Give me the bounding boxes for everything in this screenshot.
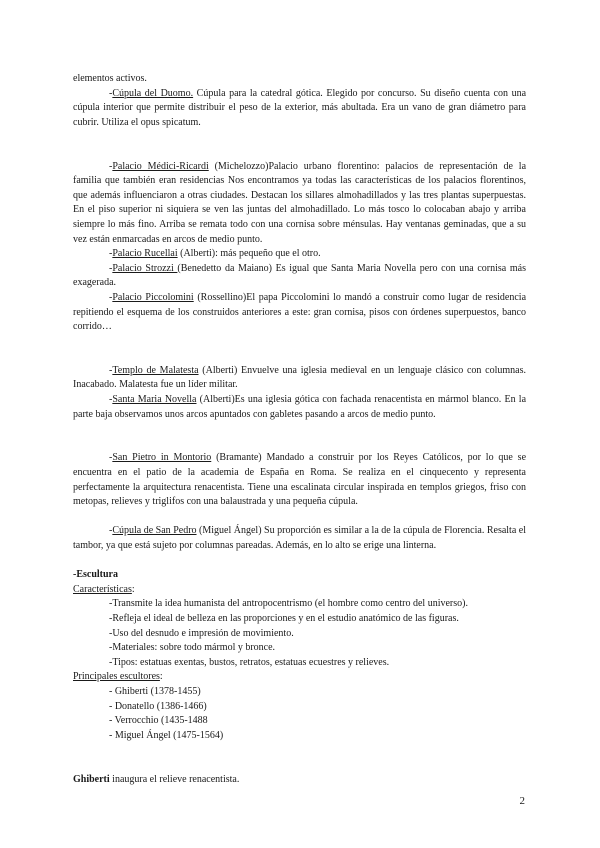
paragraph-palacio-medici: -Palacio Médici-Ricardi (Michelozzo)Palacio urbano florentino: palacios de representación de la familia que también eran residencias Nos encontramos ya todas las características de los palacios florentinos, que además influenciaron a otras ciudades. Destacan los sillares almohadillados y las tres plantas superpuestas. En el piso superior ni siquiera se ven las juntas del almohadillado. Lo más tosco lo colocaban abajo y arriba siempre lo más fino. Arriba se remata todo con una cornisa sobre ménsulas. Hay ventanas geminadas, que a su vez están enmarcadas en arcos de medio punto. — [73, 160, 527, 245]
title-palacio-medici: Palacio Médici-Ricardi — [112, 160, 209, 172]
text-santa-maria-novella: (Alberti)Es una iglesia gótica con fachada renacentista en mármol blanco. En la parte baja observamos unos arcos apuntados con gabletes pasando a arcos de medio punto. — [73, 394, 527, 420]
text-palacio-piccolomini: (Rossellino)El papa Piccolomini lo mandó a construir como lugar de residencia repitiendo el esquema de los construidos anteriores a este: gran cornisa, pisos con órdenes superpuestos, banco corrido… — [73, 291, 527, 333]
text-san-pietro: (Bramante) Mandado a construir por los Reyes Católicos, por lo que se encuentra en el patio de la academia de España en Roma. Se realiza en el cinquecento y representa perfectamente la arquitectura renacentista. Tiene una escalinata circular inspirada en templos griegos, friso con metopas, relieves y triglifos con una balaustrada y una pequeña cúpula. — [73, 452, 527, 508]
title-palacio-piccolomini: Palacio Piccolomini — [112, 291, 194, 303]
intro-tail: elementos activos. — [73, 73, 147, 84]
paragraph-palacio-rucellai: -Palacio Rucellai (Alberti): más pequeño que el otro. — [109, 248, 321, 260]
list-item: - Verrocchio (1435-1488 — [109, 715, 208, 727]
paragraph-palacio-strozzi: -Palacio Strozzi (Benedetto da Maiano) Es igual que Santa Maria Novella pero con una cornisa más exagerada. — [73, 262, 526, 289]
paragraph-templo-malatesta: -Templo de Malatesta (Alberti) Envuelve una iglesia medieval en un lenguaje clásico con columnas. Inacabado. Malatesta fue un líder militar. — [73, 364, 526, 391]
text-templo-malatesta: (Alberti) Envuelve una iglesia medieval en un lenguaje clásico con columnas. Inacabado. Malatesta fue un líder militar. — [73, 364, 526, 391]
list-escultores — [73, 685, 526, 743]
label-escultores: Principales escultores: — [73, 671, 163, 683]
text-cupula-duomo: Cúpula para la catedral gótica. Elegido por concurso. Su diseño cuenta con una cúpula interior que permite distribuir el peso de la exterior, más abultada. Era un vano de gran diámetro para cubrir. Utiliza el opus spicatum. — [73, 87, 527, 128]
list-item: - Miguel Ángel (1475-1564) — [109, 729, 224, 741]
title-cupula-san-pedro: Cúpula de San Pedro — [112, 525, 197, 537]
list-item: -Refleja el ideal de belleza en las proporciones y en el estudio anatómico de las figuras. — [109, 612, 459, 624]
list-item: -Transmite la idea humanista del antropocentrismo (el hombre como centro del universo). — [109, 598, 468, 610]
text-ghiberti: inaugura el relieve renacentista. — [109, 773, 240, 785]
heading-escultura: -Escultura — [73, 569, 118, 581]
title-cupula-duomo: Cúpula del Duomo. — [112, 87, 194, 99]
page-number: 2 — [519, 795, 525, 807]
label-caracteristicas: Características: — [73, 583, 135, 595]
paragraph-palacio-piccolomini: -Palacio Piccolomini (Rossellino)El papa Piccolomini lo mandó a construir como lugar de residencia repitiendo el esquema de los construidos anteriores a este: gran cornisa, pisos con órdenes superpuestos, banco corrido… — [73, 291, 527, 333]
text-cupula-san-pedro: (Miguel Ángel) Su proporción es similar a la de la cúpula de Florencia. Resalta el tambor, ya que está sujeto por columnas pareadas. Además, en lo alto se erige una linterna. — [73, 525, 526, 551]
list-item: -Tipos: estatuas exentas, bustos, retratos, estatuas ecuestres y relieves. — [109, 656, 390, 668]
list-item: -Uso del desnudo e impresión de movimiento. — [109, 627, 294, 639]
list-item: - Donatello (1386-1466) — [109, 700, 207, 712]
list-item: -Materiales: sobre todo mármol y bronce. — [109, 642, 276, 654]
title-templo-malatesta: Templo de Malatesta — [112, 364, 199, 376]
paragraph-san-pietro: -San Pietro in Montorio (Bramante) Mandado a construir por los Reyes Católicos, por lo que se encuentra en el patio de la academia de España en Roma. Se realiza en el cinquecento y representa perfectamente la arquitectura renacentista. Tiene una escalinata circular inspirada en templos griegos, friso con metopas, relieves y triglifos con una balaustrada y una pequeña cúpula. — [73, 452, 527, 508]
title-palacio-strozzi: Palacio Strozzi — [112, 262, 178, 274]
list-caracteristicas — [73, 597, 526, 670]
paragraph-ghiberti — [73, 773, 526, 788]
paragraph-cupula-duomo: -Cúpula del Duomo. Cúpula para la catedral gótica. Elegido por concurso. Su diseño cuenta con una cúpula interior que permite distribuir el peso de la exterior, más abultada. Era un vano de gran diámetro para cubrir. Utiliza el opus spicatum. — [73, 87, 527, 128]
paragraph-cupula-san-pedro: -Cúpula de San Pedro (Miguel Ángel) Su proporción es similar a la de la cúpula de Florencia. Resalta el tambor, ya que está sujeto por columnas pareadas. Además, en lo alto se erige una linterna. — [73, 525, 526, 551]
text-palacio-medici: (Michelozzo)Palacio urbano florentino: palacios de representación de la familia que también eran residencias Nos encontramos ya todas las características de los palacios florentinos, que además influenciaron a otras ciudades. Destacan los sillares almohadillados y las tres plantas superpuestas. En el piso superior ni siquiera se ven las juntas del almohadillado. Lo más tosco lo colocaban abajo y arriba siempre lo más fino. Arriba se remata todo con una cornisa sobre ménsulas. Hay ventanas geminadas, que a su vez están enmarcadas en arcos de medio punto. — [73, 160, 527, 245]
text-palacio-strozzi: (Benedetto da Maiano) Es igual que Santa Maria Novella pero con una cornisa más exagerada. — [73, 262, 526, 289]
paragraph-santa-maria-novella: -Santa Maria Novella (Alberti)Es una iglesia gótica con fachada renacentista en mármol blanco. En la parte baja observamos unos arcos apuntados con gabletes pasando a arcos de medio punto. — [73, 394, 527, 420]
title-palacio-rucellai: Palacio Rucellai — [112, 248, 178, 260]
title-san-pietro: San Pietro in Montorio — [112, 452, 212, 464]
name-ghiberti: Ghiberti — [73, 773, 110, 785]
page-content — [73, 72, 526, 787]
list-item: - Ghiberti (1378-1455) — [109, 685, 201, 697]
text-palacio-rucellai: (Alberti): más pequeño que el otro. — [177, 248, 321, 260]
title-santa-maria-novella: Santa Maria Novella — [112, 394, 197, 406]
